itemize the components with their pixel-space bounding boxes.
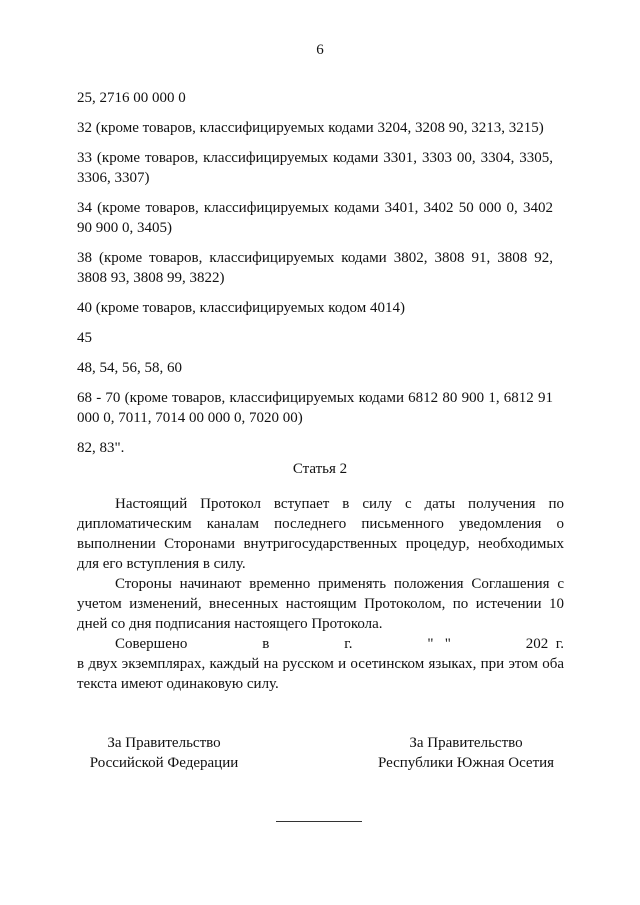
signed-date-line xyxy=(77,634,564,654)
signed-year: 202 г. xyxy=(525,636,564,652)
page-number: 6 xyxy=(316,42,324,58)
list-item: 34 (кроме товаров, классифицируемых кодами 3401, 3402 50 000 0, 3402 90 900 0, 3405) xyxy=(77,200,553,236)
list-item: 45 xyxy=(77,330,92,346)
signed-date-quotes: " " xyxy=(427,636,451,652)
signature-block-south-ossetia xyxy=(372,733,560,773)
signature-line: За Правительство xyxy=(107,735,221,751)
list-item: 82, 83". xyxy=(77,440,125,456)
list-item: 40 (кроме товаров, классифицируемых кодом 4014) xyxy=(77,300,405,316)
article-body xyxy=(77,494,564,694)
article-paragraph: Настоящий Протокол вступает в силу с даты получения по дипломатическим каналам последнего письменного уведомления о выполнении Сторонами внутригосударственных процедур, необходимых для его вступления в силу. xyxy=(77,496,564,572)
article-paragraph: Стороны начинают временно применять положения Соглашения с учетом изменений, внесенных настоящим Протоколом, по истечении 10 дней со дня подписания настоящего Протокола. xyxy=(77,576,564,632)
signed-preposition: в xyxy=(262,636,270,652)
list-item: 68 - 70 (кроме товаров, классифицируемых кодами 6812 80 900 1, 6812 91 000 0, 7011, 7014 00 000 0, 7020 00) xyxy=(77,390,553,426)
commodity-codes-list xyxy=(77,88,553,468)
article-paragraph: в двух экземплярах, каждый на русском и осетинском языках, при этом оба текста имеют одинаковую силу. xyxy=(77,656,564,692)
signature-line: Республики Южная Осетия xyxy=(377,755,555,771)
signature-block-russia xyxy=(80,733,248,773)
signed-word: Совершено xyxy=(115,636,188,652)
list-item: 33 (кроме товаров, классифицируемых кодами 3301, 3303 00, 3304, 3305, 3306, 3307) xyxy=(77,150,553,186)
signed-city: г. xyxy=(344,636,353,652)
signature-line: Российской Федерации xyxy=(89,755,239,771)
article-title: Статья 2 xyxy=(292,461,348,477)
footer-divider xyxy=(276,821,362,822)
list-item: 25, 2716 00 000 0 xyxy=(77,90,186,106)
list-item: 48, 54, 56, 58, 60 xyxy=(77,360,182,376)
list-item: 38 (кроме товаров, классифицируемых кодами 3802, 3808 91, 3808 92, 3808 93, 3808 99, 3822) xyxy=(77,250,553,286)
signature-line: За Правительство xyxy=(409,735,523,751)
list-item: 32 (кроме товаров, классифицируемых кодами 3204, 3208 90, 3213, 3215) xyxy=(77,120,544,136)
